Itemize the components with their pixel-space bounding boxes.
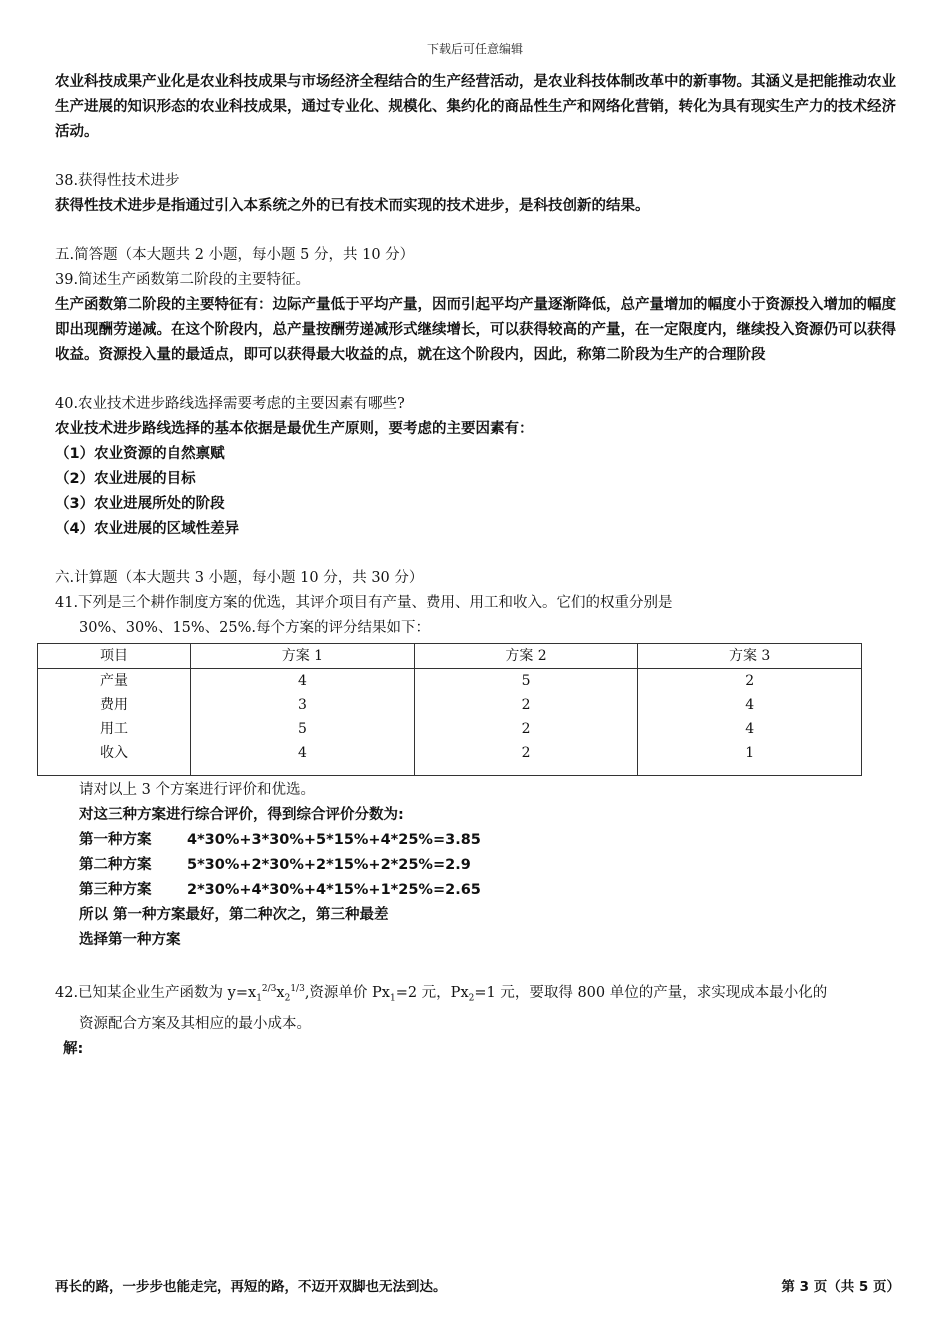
table-cell: 2	[638, 669, 862, 694]
q42-x2-exp: 1/3	[290, 984, 305, 994]
table-header-row	[38, 644, 862, 669]
footer-quote: 再长的路，一步步也能走完，再短的路，不迈开双脚也无法到达。	[55, 1279, 447, 1295]
q42-line2: 资源配合方案及其相应的最小成本。	[79, 1015, 311, 1032]
table-cell: 2	[414, 741, 638, 776]
q42-title	[55, 977, 900, 1037]
table-row	[38, 717, 862, 741]
calc-row	[55, 853, 900, 878]
q41-title-line1: 41.下列是三个耕作制度方案的优选，其评介项目有产量、费用、用工和收入。它们的权重分别是	[55, 595, 673, 611]
q42-p2-sub: 2	[468, 993, 475, 1004]
q39-answer: 生产函数第二阶段的主要特征有：边际产量低于平均产量，因而引起平均产量逐渐降低，总产量增加的幅度小于资源投入增加的幅度即出现酬劳递减。在这个阶段内，总产量按酬劳递减形式继续增长，可以获得较高的产量，在一定限度内，继续投入资源仍可以获得收益。资源投入量的最适点，即可以获得最大收益的点，就在这个阶段内，因此，称第二阶段为生产的合理阶段	[55, 297, 896, 363]
table-cell: 4	[191, 741, 415, 776]
table-header-cell: 方案 1	[191, 644, 415, 669]
calc-label: 第二种方案	[79, 857, 152, 873]
table-cell: 2	[414, 717, 638, 741]
q41-answer-intro: 对这三种方案进行综合评价，得到综合评价分数为:	[79, 807, 404, 823]
section5-title: 五.简答题（本大题共 2 小题，每小题 5 分，共 10 分）	[55, 247, 415, 263]
q40-answer-intro: 农业技术进步路线选择的基本依据是最优生产原则，要考虑的主要因素有：	[55, 421, 534, 437]
table-cell: 4	[638, 717, 862, 741]
q42-x2-sub: 2	[284, 993, 291, 1004]
table-cell: 1	[638, 741, 862, 776]
table-cell: 2	[414, 693, 638, 717]
page-footer	[55, 1275, 900, 1295]
table-cell: 5	[414, 669, 638, 694]
page-content	[55, 70, 900, 1062]
table-cell: 4	[638, 693, 862, 717]
q40-item: （4）农业进展的区域性差异	[55, 521, 240, 537]
q42-x1-exp: 2/3	[261, 984, 277, 994]
q40-item: （2）农业进展的目标	[55, 471, 196, 487]
q40-title: 40.农业技术进步路线选择需要考虑的主要因素有哪些?	[55, 396, 405, 412]
table-cell: 费用	[38, 693, 191, 717]
q42-prefix: 42.已知某企业生产函数为 y=x	[55, 984, 257, 1001]
calc-label: 第一种方案	[79, 832, 152, 848]
table-header-cell: 方案 3	[638, 644, 862, 669]
calc-label: 第三种方案	[79, 882, 152, 898]
scoring-table	[37, 643, 862, 776]
q42-x2-letter: x	[276, 984, 285, 1001]
calc-formula: 2*30%+4*30%+4*15%+1*25%=2.65	[187, 882, 481, 898]
calc-formula: 4*30%+3*30%+5*15%+4*25%=3.85	[187, 832, 481, 848]
q38-answer: 获得性技术进步是指通过引入本系统之外的已有技术而实现的技术进步，是科技创新的结果。	[55, 198, 650, 214]
q41-conclusion: 所以 第一种方案最好，第二种次之，第三种最差	[79, 907, 389, 923]
table-row	[38, 669, 862, 694]
q38-title: 38.获得性技术进步	[55, 173, 180, 189]
q42-x1-sub: 1	[256, 993, 262, 1004]
table-header-cell: 方案 2	[414, 644, 638, 669]
calc-row	[55, 828, 900, 853]
section6-title: 六.计算题（本大题共 3 小题，每小题 10 分，共 30 分）	[55, 570, 424, 586]
calc-row	[55, 878, 900, 903]
q41-prompt: 请对以上 3 个方案进行评价和优选。	[79, 782, 315, 798]
q42-p1-sub: 1	[389, 993, 396, 1004]
page-header: 下载后可任意编辑	[426, 42, 523, 56]
table-cell: 3	[191, 693, 415, 717]
table-cell: 用工	[38, 717, 191, 741]
q41-choice: 选择第一种方案	[79, 932, 181, 948]
q42-price-text2: =2 元，Px	[395, 984, 469, 1001]
q39-title: 39.简述生产函数第二阶段的主要特征。	[55, 272, 311, 288]
q42-price-text3: =1 元，要取得 800 单位的产量，求实现成本最小化的	[474, 984, 828, 1001]
table-cell: 5	[191, 717, 415, 741]
intro-paragraph: 农业科技成果产业化是农业科技成果与市场经济全程结合的生产经营活动，是农业科技体制改革中的新事物。其涵义是把能推动农业生产进展的知识形态的农业科技成果，通过专业化、规模化、集约化的商品性生产和网络化营销，转化为具有现实生产力的技术经济活动。	[55, 74, 896, 140]
table-cell: 产量	[38, 669, 191, 694]
q41-title-line2: 30%、30%、15%、25%.每个方案的评分结果如下：	[79, 620, 431, 636]
q42-solve: 解:	[63, 1040, 84, 1057]
table-row	[38, 741, 862, 776]
calc-formula: 5*30%+2*30%+2*15%+2*25%=2.9	[187, 857, 471, 873]
q40-item: （1）农业资源的自然禀赋	[55, 446, 225, 462]
q40-item: （3）农业进展所处的阶段	[55, 496, 225, 512]
table-row	[38, 693, 862, 717]
page-number: 第 3 页（共 5 页）	[781, 1279, 900, 1295]
table-cell: 4	[191, 669, 415, 694]
table-header-cell: 项目	[38, 644, 191, 669]
table-cell: 收入	[38, 741, 191, 776]
q42-price-text1: ,资源单价 Px	[304, 984, 390, 1001]
